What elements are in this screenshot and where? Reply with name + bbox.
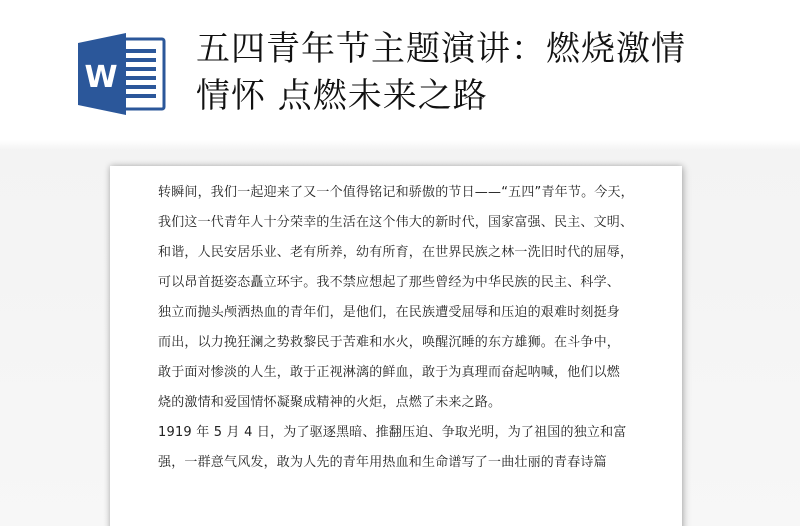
- document-page: [110, 166, 682, 526]
- document-line: 独立而抛头颅洒热血的青年们，是他们，在民族遭受屈辱和压迫的艰难时刻挺身: [158, 305, 621, 320]
- document-line: 转瞬间，我们一起迎来了又一个值得铭记和骄傲的节日——“五四”青年节。今天，: [158, 185, 634, 200]
- title-line-1: 五四青年节主题演讲：燃烧激情: [196, 29, 686, 69]
- word-logo-letter: W: [84, 60, 118, 95]
- word-icon: [76, 33, 168, 115]
- document-line: 可以昂首挺姿态矗立环宇。我不禁应想起了那些曾经为中华民族的民主、科学、: [158, 275, 621, 290]
- document-line: 敢于面对惨淡的人生，敢于正视淋漓的鲜血，敢于为真理而奋起呐喊，他们以燃: [158, 365, 621, 380]
- document-body: [158, 178, 648, 478]
- document-line: 烧的激情和爱国情怀凝聚成精神的火炬，点燃了未来之路。: [158, 395, 502, 410]
- document-line: 1919 年 5 月 4 日，为了驱逐黑暗、推翻压迫、争取光明，为了祖国的独立和富: [158, 425, 627, 440]
- document-line: 而出，以力挽狂澜之势救黎民于苦难和水火，唤醒沉睡的东方雄狮。在斗争中，: [158, 335, 621, 350]
- document-line: 我们这一代青年人十分荣幸的生活在这个伟大的新时代，国家富强、民主、文明、: [158, 215, 634, 230]
- document-line: 和谐，人民安居乐业、老有所养，幼有所育，在世界民族之林一洗旧时代的屈辱，: [158, 245, 634, 260]
- document-line: 强，一群意气风发，敢为人先的青年用热血和生命谱写了一曲壮丽的青春诗篇: [158, 455, 607, 470]
- title-line-2: 情怀 点燃未来之路: [196, 76, 488, 116]
- document-title: [196, 26, 756, 120]
